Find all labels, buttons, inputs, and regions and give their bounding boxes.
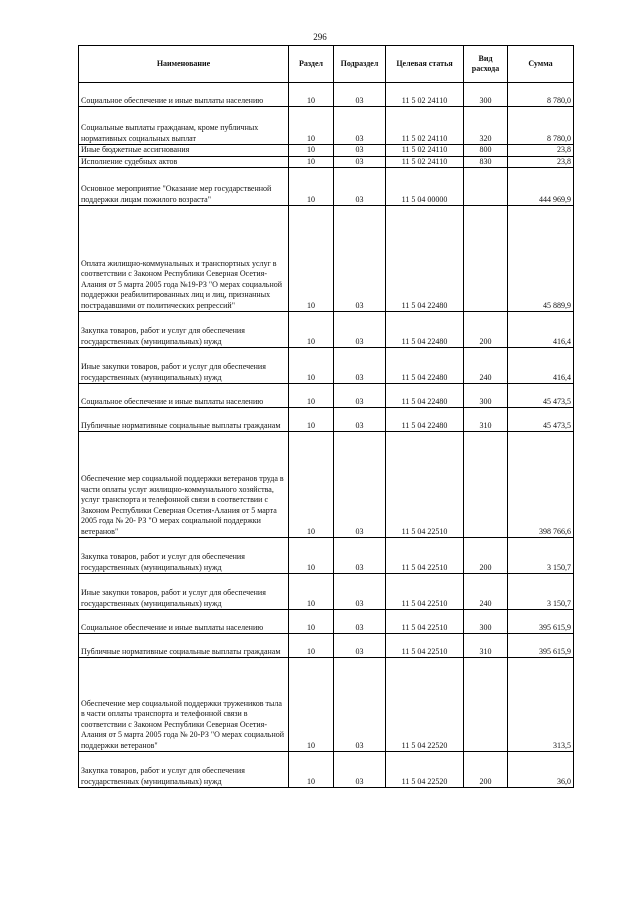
cell-section: 10	[289, 538, 334, 574]
table-row	[79, 752, 574, 788]
cell-section: 10	[289, 574, 334, 610]
table-row	[79, 83, 574, 107]
table-header-row	[79, 46, 574, 83]
cell-sum: 395 615,9	[508, 634, 574, 658]
cell-name: Обеспечение мер социальной поддержки тружеников тыла в части оплаты транспорта и телефонной связи в соответствии с Законом Республики Северная Осетия-Алания от 5 марта 2005 года № 20-РЗ "О мерах социальной поддержки ветеранов"	[79, 658, 289, 752]
cell-sum: 3 150,7	[508, 574, 574, 610]
cell-section: 10	[289, 610, 334, 634]
cell-type: 200	[464, 312, 508, 348]
cell-name: Исполнение судебных актов	[79, 156, 289, 168]
cell-sum: 45 473,5	[508, 408, 574, 432]
cell-target: 11 5 04 22510	[386, 538, 464, 574]
table-row	[79, 610, 574, 634]
cell-section: 10	[289, 752, 334, 788]
cell-sum: 23,8	[508, 145, 574, 157]
cell-subsection: 03	[334, 83, 386, 107]
cell-type: 240	[464, 348, 508, 384]
cell-target: 11 5 04 00000	[386, 168, 464, 206]
cell-name: Социальное обеспечение и иные выплаты населению	[79, 384, 289, 408]
cell-subsection: 03	[334, 752, 386, 788]
cell-type: 240	[464, 574, 508, 610]
cell-name: Социальное обеспечение и иные выплаты населению	[79, 83, 289, 107]
cell-subsection: 03	[334, 384, 386, 408]
header-name: Наименование	[79, 46, 289, 83]
header-subsection: Подраздел	[334, 46, 386, 83]
cell-subsection: 03	[334, 432, 386, 538]
cell-type	[464, 206, 508, 312]
cell-sum: 45 889,9	[508, 206, 574, 312]
cell-section: 10	[289, 156, 334, 168]
table-row	[79, 408, 574, 432]
table-row	[79, 538, 574, 574]
cell-sum: 23,8	[508, 156, 574, 168]
cell-target: 11 5 04 22510	[386, 574, 464, 610]
cell-sum: 8 780,0	[508, 83, 574, 107]
header-sum: Сумма	[508, 46, 574, 83]
table-row	[79, 145, 574, 157]
cell-type: 200	[464, 752, 508, 788]
cell-sum: 313,5	[508, 658, 574, 752]
cell-subsection: 03	[334, 206, 386, 312]
cell-sum: 45 473,5	[508, 384, 574, 408]
cell-name: Социальное обеспечение и иные выплаты населению	[79, 610, 289, 634]
table-row	[79, 348, 574, 384]
cell-target: 11 5 04 22480	[386, 408, 464, 432]
header-section: Раздел	[289, 46, 334, 83]
cell-subsection: 03	[334, 107, 386, 145]
table-row	[79, 206, 574, 312]
cell-name: Иные бюджетные ассигнования	[79, 145, 289, 157]
cell-name: Закупка товаров, работ и услуг для обеспечения государственных (муниципальных) нужд	[79, 312, 289, 348]
cell-subsection: 03	[334, 634, 386, 658]
cell-sum: 398 766,6	[508, 432, 574, 538]
cell-section: 10	[289, 384, 334, 408]
cell-section: 10	[289, 432, 334, 538]
cell-target: 11 5 02 24110	[386, 156, 464, 168]
cell-name: Публичные нормативные социальные выплаты гражданам	[79, 408, 289, 432]
cell-target: 11 5 04 22480	[386, 206, 464, 312]
cell-section: 10	[289, 634, 334, 658]
table-row	[79, 574, 574, 610]
header-target: Целевая статья	[386, 46, 464, 83]
cell-type: 200	[464, 538, 508, 574]
cell-subsection: 03	[334, 574, 386, 610]
cell-name: Социальные выплаты гражданам, кроме публичных нормативных социальных выплат	[79, 107, 289, 145]
table-row	[79, 658, 574, 752]
cell-target: 11 5 04 22480	[386, 312, 464, 348]
table-row	[79, 634, 574, 658]
cell-target: 11 5 04 22510	[386, 610, 464, 634]
cell-subsection: 03	[334, 156, 386, 168]
cell-target: 11 5 02 24110	[386, 107, 464, 145]
cell-subsection: 03	[334, 145, 386, 157]
header-type: Вид расхода	[464, 46, 508, 83]
cell-sum: 3 150,7	[508, 538, 574, 574]
cell-sum: 416,4	[508, 312, 574, 348]
cell-type: 320	[464, 107, 508, 145]
cell-name: Оплата жилищно-коммунальных и транспортных услуг в соответствии с Законом Республики Северная Осетия-Алания от 5 марта 2005 года №19-РЗ "О мерах социальной поддержки реабилитированных лиц и лиц, признанных пострадавшими от политических репрессий"	[79, 206, 289, 312]
page-number: 296	[313, 32, 327, 42]
table-row	[79, 384, 574, 408]
cell-target: 11 5 04 22510	[386, 634, 464, 658]
cell-target: 11 5 02 24110	[386, 145, 464, 157]
cell-target: 11 5 04 22510	[386, 432, 464, 538]
cell-subsection: 03	[334, 610, 386, 634]
cell-section: 10	[289, 408, 334, 432]
cell-name: Публичные нормативные социальные выплаты гражданам	[79, 634, 289, 658]
cell-sum: 36,0	[508, 752, 574, 788]
cell-type: 300	[464, 83, 508, 107]
cell-subsection: 03	[334, 538, 386, 574]
cell-section: 10	[289, 348, 334, 384]
table-row	[79, 312, 574, 348]
cell-section: 10	[289, 145, 334, 157]
cell-subsection: 03	[334, 312, 386, 348]
table-row	[79, 107, 574, 145]
cell-name: Основное мероприятие "Оказание мер государственной поддержки лицам пожилого возраста"	[79, 168, 289, 206]
cell-section: 10	[289, 206, 334, 312]
cell-type: 310	[464, 408, 508, 432]
cell-subsection: 03	[334, 658, 386, 752]
cell-sum: 395 615,9	[508, 610, 574, 634]
cell-name: Обеспечение мер социальной поддержки ветеранов труда в части оплаты услуг жилищно-коммунального хозяйства, услуг транспорта и телефонной связи в соответствии с Законом Республики Северная Осетия-Алания от 5 марта 2005 года № 20- РЗ "О мерах социальной поддержки ветеранов"	[79, 432, 289, 538]
cell-name: Иные закупки товаров, работ и услуг для обеспечения государственных (муниципальных) нужд	[79, 574, 289, 610]
cell-section: 10	[289, 107, 334, 145]
cell-section: 10	[289, 83, 334, 107]
cell-subsection: 03	[334, 348, 386, 384]
cell-name: Иные закупки товаров, работ и услуг для обеспечения государственных (муниципальных) нужд	[79, 348, 289, 384]
cell-section: 10	[289, 312, 334, 348]
cell-type: 300	[464, 384, 508, 408]
table-row	[79, 432, 574, 538]
cell-type	[464, 168, 508, 206]
cell-type	[464, 658, 508, 752]
cell-type: 800	[464, 145, 508, 157]
cell-sum: 8 780,0	[508, 107, 574, 145]
cell-section: 10	[289, 168, 334, 206]
table-row	[79, 168, 574, 206]
budget-table	[78, 45, 574, 788]
cell-target: 11 5 04 22520	[386, 658, 464, 752]
cell-name: Закупка товаров, работ и услуг для обеспечения государственных (муниципальных) нужд	[79, 538, 289, 574]
cell-subsection: 03	[334, 168, 386, 206]
cell-type: 310	[464, 634, 508, 658]
cell-type: 830	[464, 156, 508, 168]
cell-name: Закупка товаров, работ и услуг для обеспечения государственных (муниципальных) нужд	[79, 752, 289, 788]
cell-section: 10	[289, 658, 334, 752]
table-row	[79, 156, 574, 168]
cell-sum: 416,4	[508, 348, 574, 384]
cell-sum: 444 969,9	[508, 168, 574, 206]
cell-target: 11 5 02 24110	[386, 83, 464, 107]
cell-target: 11 5 04 22520	[386, 752, 464, 788]
cell-target: 11 5 04 22480	[386, 384, 464, 408]
cell-target: 11 5 04 22480	[386, 348, 464, 384]
cell-subsection: 03	[334, 408, 386, 432]
cell-type: 300	[464, 610, 508, 634]
cell-type	[464, 432, 508, 538]
